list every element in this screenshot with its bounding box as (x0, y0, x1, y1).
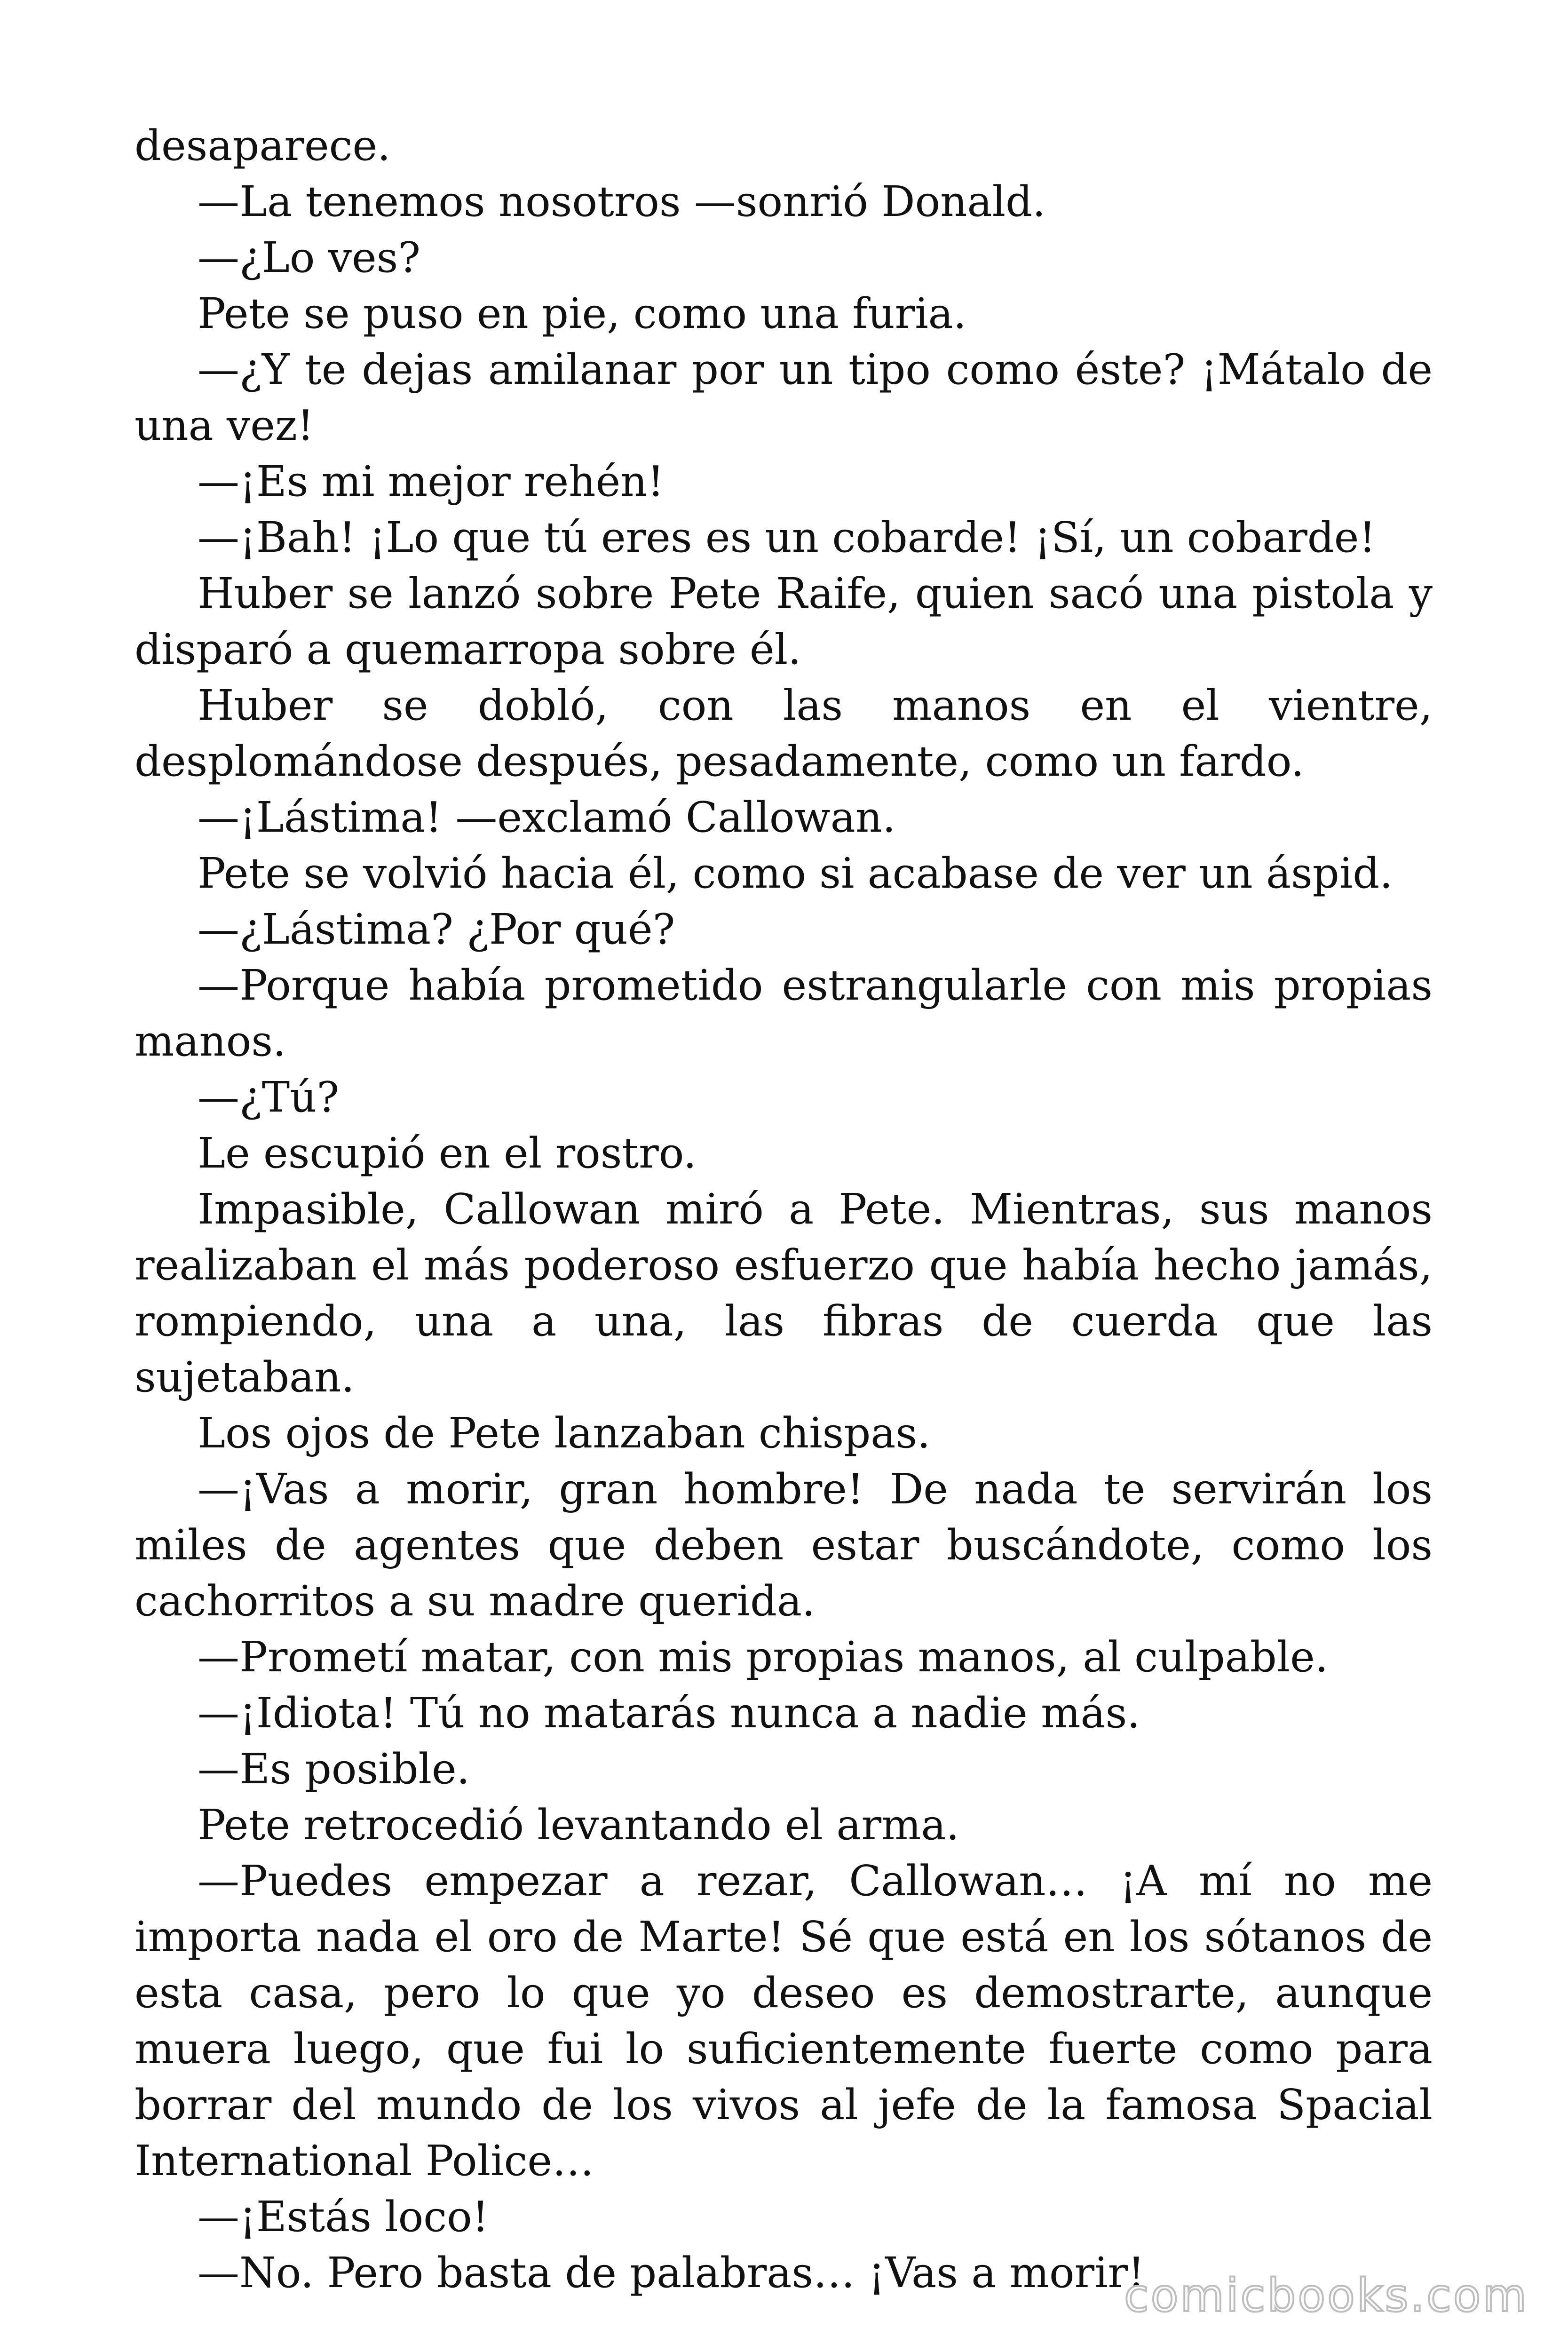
paragraph: Huber se dobló, con las manos en el vientre, desplomándose después, pesadamente, como un fardo. (135, 681, 1433, 786)
paragraph: Huber se lanzó sobre Pete Raife, quien sacó una pistola y disparó a quemarropa sobre él. (135, 569, 1433, 674)
paragraph: Los ojos de Pete lanzaban chispas. (198, 1408, 931, 1457)
paragraph: —¿Y te dejas amilanar por un tipo como éste? ¡Mátalo de una vez! (135, 345, 1433, 450)
paragraph: —¡Bah! ¡Lo que tú eres es un cobarde! ¡Sí, un cobarde! (198, 513, 1376, 562)
paragraph: Pete se puso en pie, como una furia. (198, 289, 967, 338)
paragraph: —¡Estás loco! (198, 2192, 489, 2241)
page-body-text (135, 118, 1433, 2301)
paragraph: —Porque había prometido estrangularle con mis propias manos. (135, 961, 1433, 1065)
paragraph: —¿Lo ves? (198, 233, 421, 282)
watermark: comicbooks.com (1124, 2269, 1528, 2322)
paragraph: desaparece. (135, 121, 391, 170)
paragraph: —¡Vas a morir, gran hombre! De nada te servirán los miles de agentes que deben estar buscándote, como los cachorritos a su madre querida. (135, 1464, 1433, 1625)
paragraph: Pete se volvió hacia él, como si acabase de ver un áspid. (198, 849, 1393, 898)
paragraph: Impasible, Callowan miró a Pete. Mientras, sus manos realizaban el más poderoso esfuerzo que había hecho jamás, rompiendo, una a una, las fibras de cuerda que las sujetaban. (135, 1184, 1433, 1401)
paragraph: —¡Lástima! —exclamó Callowan. (198, 793, 896, 842)
paragraph: Le escupió en el rostro. (198, 1128, 697, 1177)
paragraph: —¿Lástima? ¿Por qué? (198, 905, 675, 954)
paragraph: —No. Pero basta de palabras… ¡Vas a morir! (198, 2248, 1145, 2297)
paragraph: —¿Tú? (198, 1073, 340, 1121)
paragraph: —La tenemos nosotros —sonrió Donald. (198, 177, 1046, 226)
paragraph: —¡Idiota! Tú no matarás nunca a nadie más. (198, 1688, 1140, 1737)
paragraph: Pete retrocedió levantando el arma. (198, 1800, 959, 1849)
paragraph: —¡Es mi mejor rehén! (198, 457, 665, 506)
paragraph: —Prometí matar, con mis propias manos, al culpable. (198, 1632, 1329, 1681)
paragraph: —Puedes empezar a rezar, Callowan… ¡A mí no me importa nada el oro de Marte! Sé que está en los sótanos de esta casa, pero lo que yo deseo es demostrarte, aunque muera luego, que fui lo suficientemente fuerte como para borrar del mundo de los vivos al jefe de la famosa Spacial International Police… (135, 1856, 1433, 2185)
paragraph: —Es posible. (198, 1744, 470, 1793)
